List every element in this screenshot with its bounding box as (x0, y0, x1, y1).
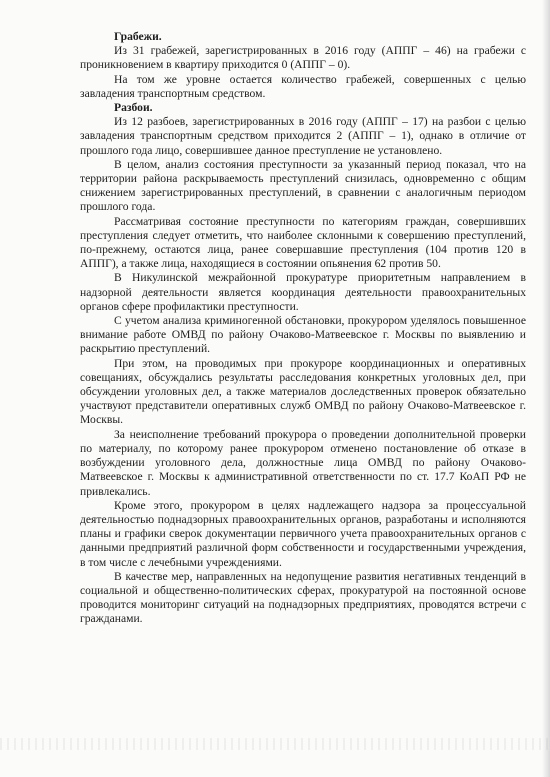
scan-edge-shadow (542, 0, 550, 777)
paragraph: С учетом анализа криминогенной обстановки, прокурором уделялось повышенное внимание работе ОМВД по району Очаково-Матвеевское г. Москвы по выявлению и раскрытию преступлений. (80, 314, 526, 356)
paragraph: В качестве мер, направленных на недопущение развития негативных тенденций в социальной и общественно-политических сферах, прокуратурой на постоянной основе проводится мониторинг ситуаций на поднадзорных предприятиях, проводятся встречи с гражданами. (80, 569, 526, 626)
paragraph: За неисполнение требований прокурора о проведении дополнительной проверки по материалу, по которому ранее прокурором отменено постановление об отказе в возбуждении уголовного дела, должностные лица ОМВД по району Очаково-Матвеевское г. Москвы к административной ответственности по ст. 17.7 КоАП РФ не привлекались. (80, 427, 526, 498)
paragraph: На том же уровне остается количество грабежей, совершенных с целью завладения транспортным средством. (80, 72, 526, 100)
section-heading-robbery: Грабежи. (114, 30, 162, 43)
section-heading-armed-robbery: Разбои. (114, 101, 153, 115)
paragraph: В Никулинской межрайонной прокуратуре приоритетным направлением в надзорной деятельности является координация деятельности правоохранительных органов сфере профилактики преступности. (80, 271, 526, 313)
paragraph: При этом, на проводимых при прокуроре координационных и оперативных совещаниях, обсуждались результаты расследования конкретных уголовных дел, при обсуждении уголовных дел, а также материалов доследственных проверок обязательно участвуют представители оперативных служб ОМВД по району Очаково-Матвеевское г. Москвы. (80, 356, 526, 427)
paragraph: Из 12 разбоев, зарегистрированных в 2016 году (АППГ – 17) на разбои с целью завладения транспортным средством приходится 2 (АППГ – 1), однако в отличие от прошлого года лицо, совершившее данное преступление не установлено. (80, 115, 526, 157)
paragraph: Из 31 грабежей, зарегистрированных в 2016 году (АППГ – 46) на грабежи с проникновением в квартиру приходится 0 (АППГ – 0). (80, 44, 526, 72)
scan-noise (0, 738, 550, 750)
paragraph: Рассматривая состояние преступности по категориям граждан, совершивших преступления следует отметить, что наиболее склонными к совершению преступлений, по-прежнему, остаются лица, ранее совершавшие преступления (104 против 120 в АППГ), а также лица, находящиеся в состоянии опьянения 62 против 50. (80, 214, 526, 271)
document-body (80, 30, 526, 627)
paragraph: Кроме этого, прокурором в целях надлежащего надзора за процессуальной деятельностью поднадзорных правоохранительных органов, разработаны и исполняются планы и графики сверок документации первичного учета правоохранительных органов с данными предприятий различной форм собственности и государственными учреждения, в том числе с лечебными учреждениями. (80, 498, 526, 569)
paragraph: В целом, анализ состояния преступности за указанный период показал, что на территории района раскрываемость преступлений снизилась, одновременно с общим снижением зарегистрированных преступлений, в сравнении с аналогичным периодом прошлого года. (80, 157, 526, 214)
